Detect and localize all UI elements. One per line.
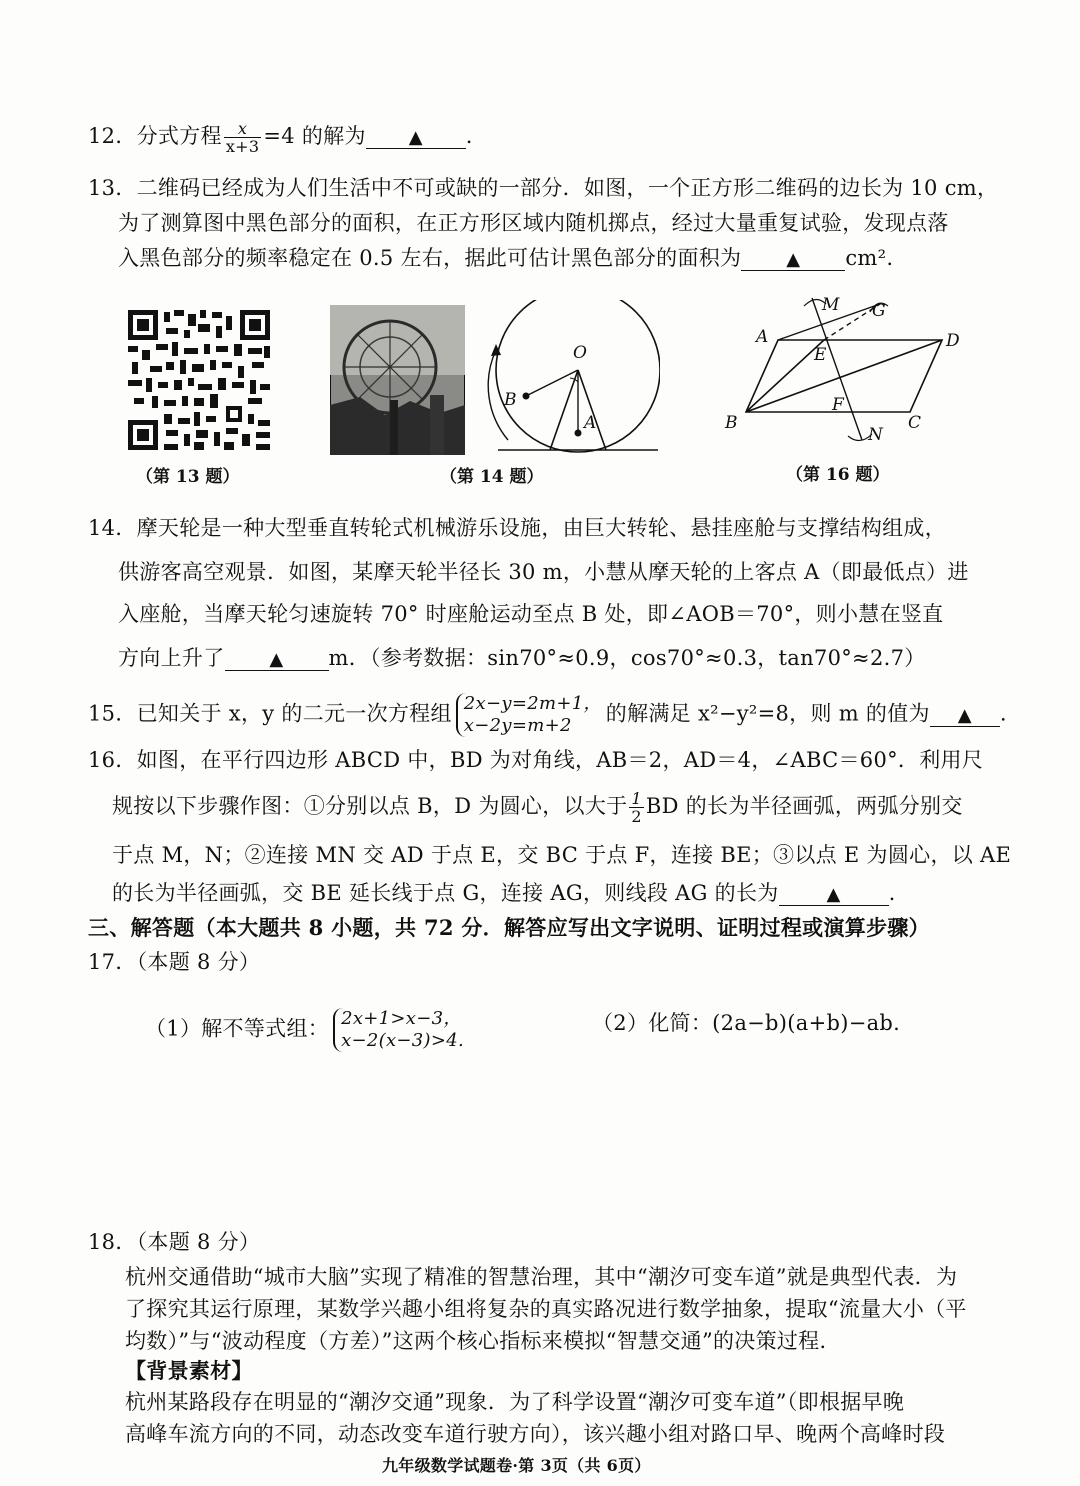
question-16-line-4: 的长为半径画弧，交 BE 延长线于点 G，连接 AG，则线段 AG 的长为 ▲ . <box>112 881 896 905</box>
question-17-title: 17．（本题 8 分） <box>88 950 261 974</box>
question-16-line-2: 规按以下步骤作图：①分别以点 B，D 为圆心，以大于 $\frac{1}{2}$ BD 的长为半径画弧，两弧分别交 <box>112 789 963 826</box>
question-18-line-4: 杭州某路段存在明显的“潮汐交通”现象．为了科学设置“潮汐可变车道”（即根据早晚 <box>125 1390 905 1414</box>
label-b: B <box>725 413 738 433</box>
label-e: E <box>814 345 827 365</box>
question-18-line-1: 杭州交通借助“城市大脑”实现了精准的智慧治理，其中“潮汐可变车道”就是典型代表．为 <box>125 1265 958 1289</box>
section-3-heading: 三、解答题（本大题共 8 小题，共 72 分．解答应写出文字说明、证明过程或演算步骤） <box>88 915 930 940</box>
label-n: N <box>868 425 883 445</box>
label-a: A <box>756 327 769 347</box>
answer-blank: ▲ <box>225 646 329 671</box>
label-c: C <box>908 413 922 433</box>
label-b: B <box>504 390 517 410</box>
inequality-system: 2x+1>x−3， x−2(x−3)>4. <box>333 1008 464 1052</box>
label-a: A <box>584 413 597 433</box>
question-14-line-3: 入座舱，当摩天轮匀速旋转 70° 时座舱运动至点 B 处，即∠AOB＝70°，则小慧在竖直 <box>118 602 944 626</box>
page-footer: 九年级数学试题卷·第 3页（共 6页） <box>382 1456 651 1475</box>
question-17-part-1: （1）解不等式组： 2x+1>x−3， x−2(x−3)>4. <box>145 1008 465 1051</box>
question-18-line-5: 高峰车流方向的不同，动态改变车道行驶方向），该兴趣小组对路口早、晚两个高峰时段 <box>125 1422 946 1446</box>
ferris-wheel-photo <box>330 305 465 455</box>
question-14-line-2: 供游客高空观景．如图，某摩天轮半径长 30 m，小慧从摩天轮的上客点 A（即最低点）进 <box>118 560 969 584</box>
answer-blank: ▲ <box>779 881 889 906</box>
question-18-line-2: 了探究其运行原理，某数学兴趣小组将复杂的真实路况进行数学抽象，提取“流量大小（平 <box>125 1297 967 1321</box>
caption-figure-16: （第 16 题） <box>786 465 890 485</box>
caption-figure-14: （第 14 题） <box>440 467 544 487</box>
label-f: F <box>832 395 844 415</box>
fraction-half: $\frac{1}{2}$ <box>631 789 642 826</box>
caption-figure-13: （第 13 题） <box>136 467 240 487</box>
question-14-line-1: 14．摩天轮是一种大型垂直转轮式机械游乐设施，由巨大转轮、悬挂座舱与支撑结构组成， <box>88 516 947 540</box>
question-17-part-2: （2）化简：(2a−b)(a+b)−ab. <box>592 1011 901 1035</box>
question-14-line-4: 方向上升了 ▲ m．（参考数据：sin70°≈0.9，cos70°≈0.3，tan70°≈2.7） <box>118 646 926 670</box>
question-13-line-3: 入黑色部分的频率稳定在 0.5 左右，据此可估计黑色部分的面积为 ▲ cm². <box>118 246 894 270</box>
label-o: O <box>573 343 587 363</box>
fraction: $\frac{x}{x+3}$ <box>225 119 260 156</box>
label-m: M <box>822 295 840 315</box>
question-12: 12．分式方程 $\frac{x}{x+3}$ =4 的解为 ▲ . <box>88 119 473 156</box>
question-15: 15．已知关于 x，y 的二元一次方程组 2x−y=2m+1， x−2y=m+2 的解满足 x²−y²=8，则 m 的值为 ▲ . <box>88 693 1007 736</box>
label-d: D <box>946 331 960 351</box>
question-13-line-1: 13．二维码已经成为人们生活中不可或缺的一部分．如图，一个正方形二维码的边长为 10 cm， <box>88 176 999 200</box>
question-16-line-3: 于点 M，N；②连接 MN 交 AD 于点 E，交 BC 于点 F，连接 BE；③以点 E 为圆心，以 AE <box>112 843 1012 867</box>
qr-code-figure <box>128 310 270 450</box>
background-material-heading: 【背景素材】 <box>125 1358 253 1383</box>
answer-blank: ▲ <box>366 124 466 149</box>
question-18-line-3: 均数）”与“波动程度（方差）”这两个核心指标来模拟“智慧交通”的决策过程． <box>125 1329 841 1353</box>
label-g: G <box>872 301 886 321</box>
equation-system: 2x−y=2m+1， x−2y=m+2 <box>456 693 602 737</box>
ferris-wheel-diagram <box>478 300 660 460</box>
question-16-line-1: 16．如图，在平行四边形 ABCD 中，BD 为对角线，AB＝2，AD＝4，∠ABC＝60°．利用尺 <box>88 748 984 772</box>
question-18-title: 18．（本题 8 分） <box>88 1230 261 1254</box>
answer-blank: ▲ <box>930 702 1000 727</box>
parallelogram-figure <box>720 290 970 455</box>
answer-blank: ▲ <box>741 246 845 271</box>
question-13-line-2: 为了测算图中黑色部分的面积，在正方形区域内随机掷点，经过大量重复试验，发现点落 <box>118 211 949 235</box>
